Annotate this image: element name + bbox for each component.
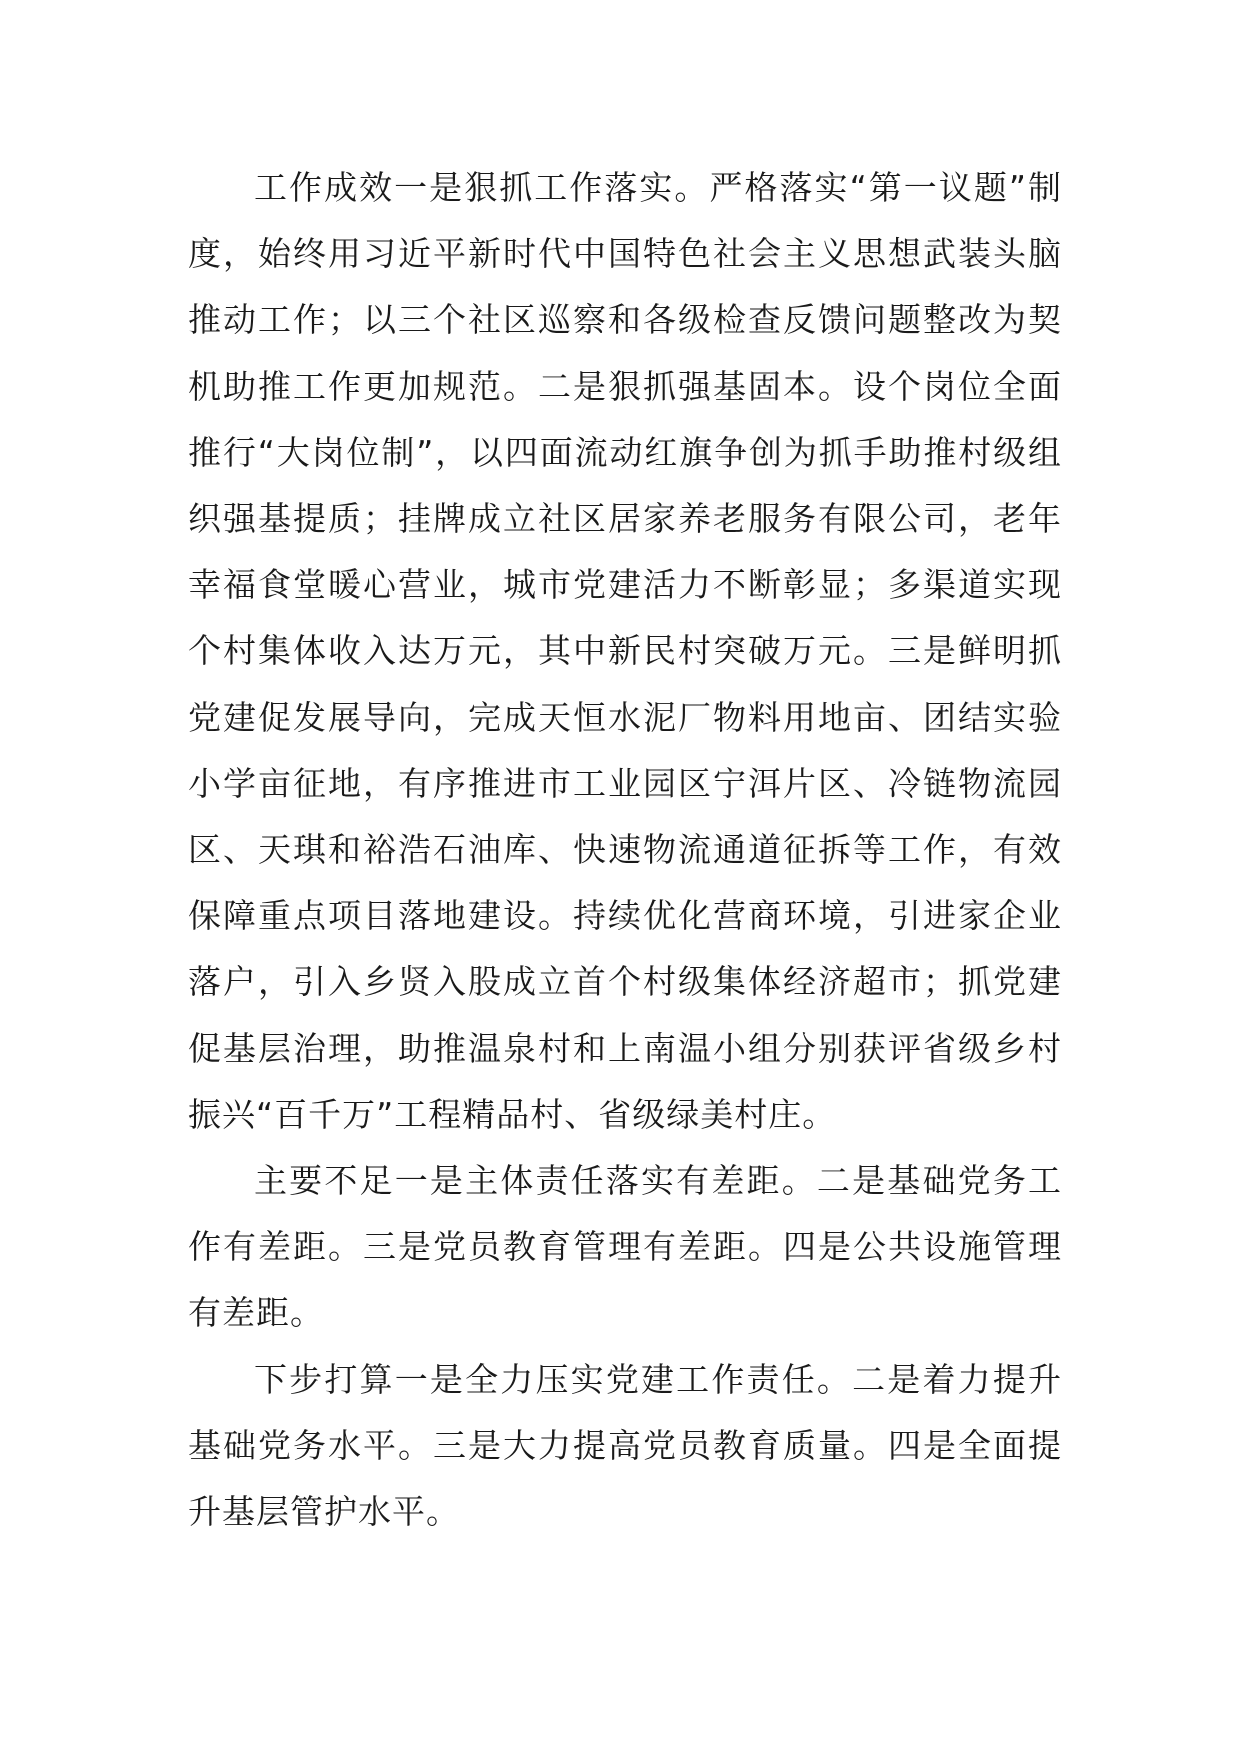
paragraph-work-results: 工作成效一是狠抓工作落实。严格落实“第一议题”制度，始终用习近平新时代中国特色社会主义思想武装头脑推动工作；以三个社区巡察和各级检查反馈问题整改为契机助推工作更加规范。二是狠抓强基固本。设个岗位全面推行“大岗位制”，以四面流动红旗争创为抓手助推村级组织强基提质；挂牌成立社区居家养老服务有限公司，老年幸福食堂暖心营业，城市党建活力不断彰显；多渠道实现个村集体收入达万元，其中新民村突破万元。三是鲜明抓党建促发展导向，完成天恒水泥厂物料用地亩、团结实验小学亩征地，有序推进市工业园区宁洱片区、冷链物流园区、天琪和裕浩石油库、快速物流通道征拆等工作，有效保障重点项目落地建设。持续优化营商环境，引进家企业落户，引入乡贤入股成立首个村级集体经济超市；抓党建促基层治理，助推温泉村和上南温小组分别获评省级乡村振兴“百千万”工程精品村、省级绿美村庄。 — [188, 168, 1062, 1134]
paragraph-next-plans: 下步打算一是全力压实党建工作责任。二是着力提升基础党务水平。三是大力提高党员教育质量。四是全面提升基层管护水平。 — [188, 1359, 1062, 1532]
paragraph-shortcomings: 主要不足一是主体责任落实有差距。二是基础党务工作有差距。三是党员教育管理有差距。四是公共设施管理有差距。 — [188, 1161, 1062, 1333]
document-body — [188, 155, 1062, 1545]
